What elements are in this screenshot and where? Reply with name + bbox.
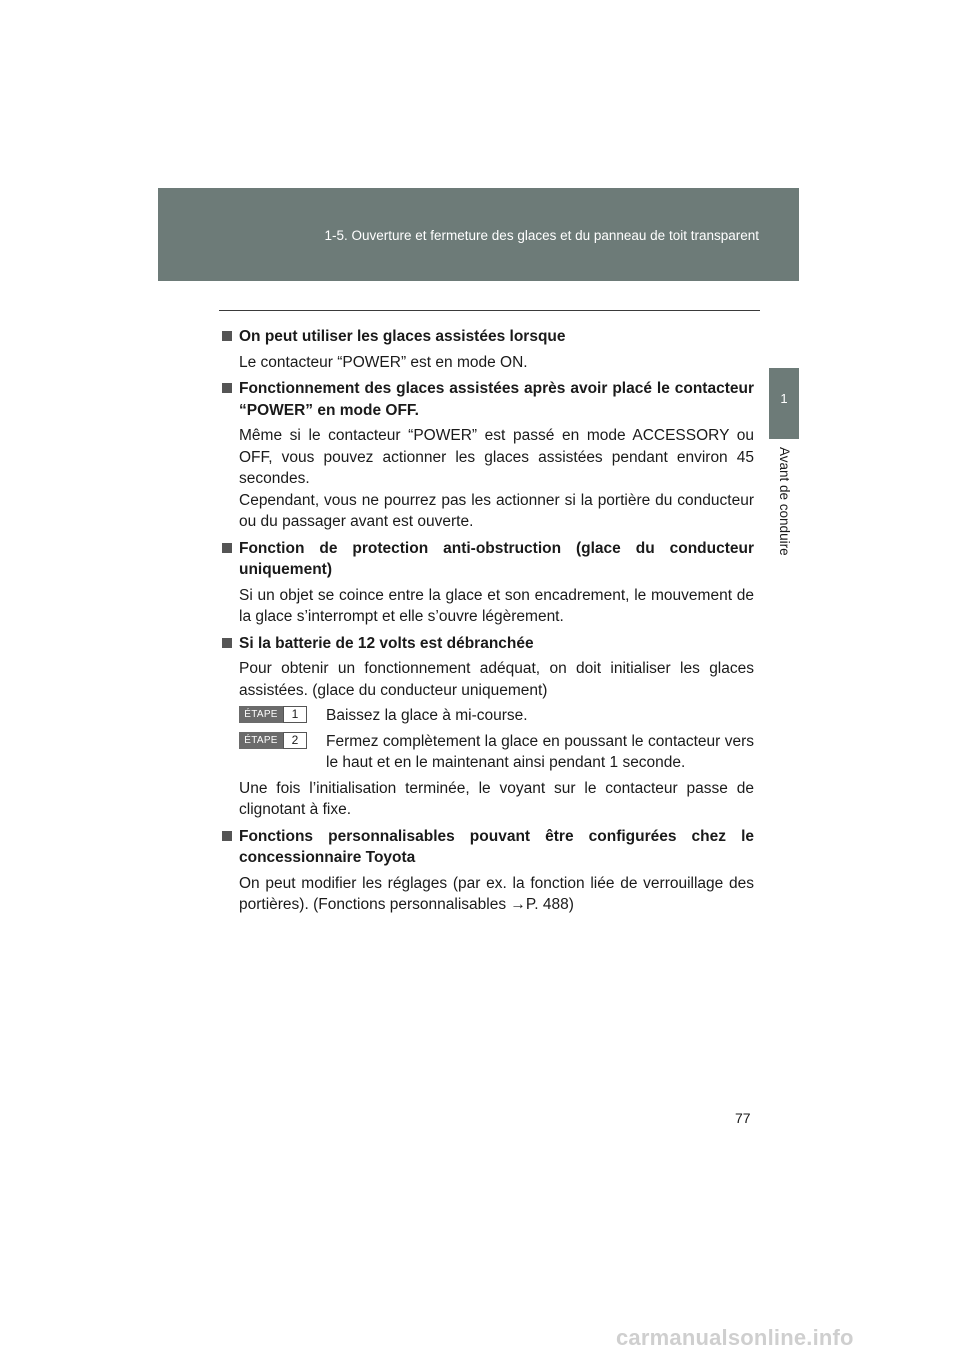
step-text: Baissez la glace à mi-course. <box>326 707 528 724</box>
step-label: ÉTAPE <box>239 706 283 723</box>
heading-text: Si la batterie de 12 volts est débranchée <box>239 634 534 652</box>
step-badge <box>239 706 307 723</box>
paragraph: Une fois l’initialisation terminée, le voyant sur le contacteur passe de clignotant à fixe. <box>239 779 754 818</box>
chapter-number: 1 <box>780 391 788 406</box>
chapter-tab <box>769 368 799 439</box>
paragraph: Pour obtenir un fonctionnement adéquat, on doit initialiser les glaces assistées. (glace du conducteur uniquement) <box>239 660 754 699</box>
watermark: carmanualsonline.info <box>616 1325 854 1350</box>
section-heading <box>222 826 754 869</box>
chapter-header-band <box>158 188 799 281</box>
heading-text: Fonctionnement des glaces assistées après avoir placé le contacteur “POWER” en mode OFF. <box>239 380 754 419</box>
square-bullet-icon <box>222 383 232 393</box>
step-number: 2 <box>283 732 307 749</box>
paragraph: Cependant, vous ne pourrez pas les actionner si la portière du conducteur ou du passager avant est ouverte. <box>239 491 754 530</box>
step-number: 1 <box>283 706 307 723</box>
square-bullet-icon <box>222 831 232 841</box>
section-heading <box>222 633 754 655</box>
chapter-label: Avant de conduire <box>777 447 792 556</box>
section-heading <box>222 378 754 421</box>
heading-text: Fonctions personnalisables pouvant être configurées chez le concessionnaire Toyota <box>239 827 754 866</box>
square-bullet-icon <box>222 638 232 648</box>
step-text: Fermez complètement la glace en poussant le contacteur vers le haut et en le maintenant ainsi pendant 1 seconde. <box>326 732 754 771</box>
page-number: 77 <box>735 1110 751 1126</box>
heading-text: On peut utiliser les glaces assistées lorsque <box>239 328 566 345</box>
paragraph: Le contacteur “POWER” est en mode ON. <box>239 353 528 371</box>
paragraph: Même si le contacteur “POWER” est passé en mode ACCESSORY ou OFF, vous pouvez actionner les glaces assistées pendant environ 45 secondes. <box>239 427 754 487</box>
paragraph: On peut modifier les réglages (par ex. la fonction liée de verrouillage des portières). (Fonctions personnalisables →P. 488) <box>239 874 754 913</box>
page-content <box>222 326 754 916</box>
step-item <box>239 705 754 727</box>
section-heading <box>222 326 754 348</box>
square-bullet-icon <box>222 331 232 341</box>
square-bullet-icon <box>222 543 232 553</box>
step-item <box>239 731 754 774</box>
step-badge <box>239 732 307 749</box>
heading-text: Fonction de protection anti-obstruction (glace du conducteur uniquement) <box>239 539 754 578</box>
paragraph: Si un objet se coince entre la glace et son encadrement, le mouvement de la glace s’interrompt et elle s’ouvre légèrement. <box>239 586 754 625</box>
header-rule <box>219 310 760 311</box>
section-heading <box>222 538 754 581</box>
section-title: 1-5. Ouverture et fermeture des glaces et du panneau de toit transparent <box>324 228 759 243</box>
step-label: ÉTAPE <box>239 732 283 749</box>
